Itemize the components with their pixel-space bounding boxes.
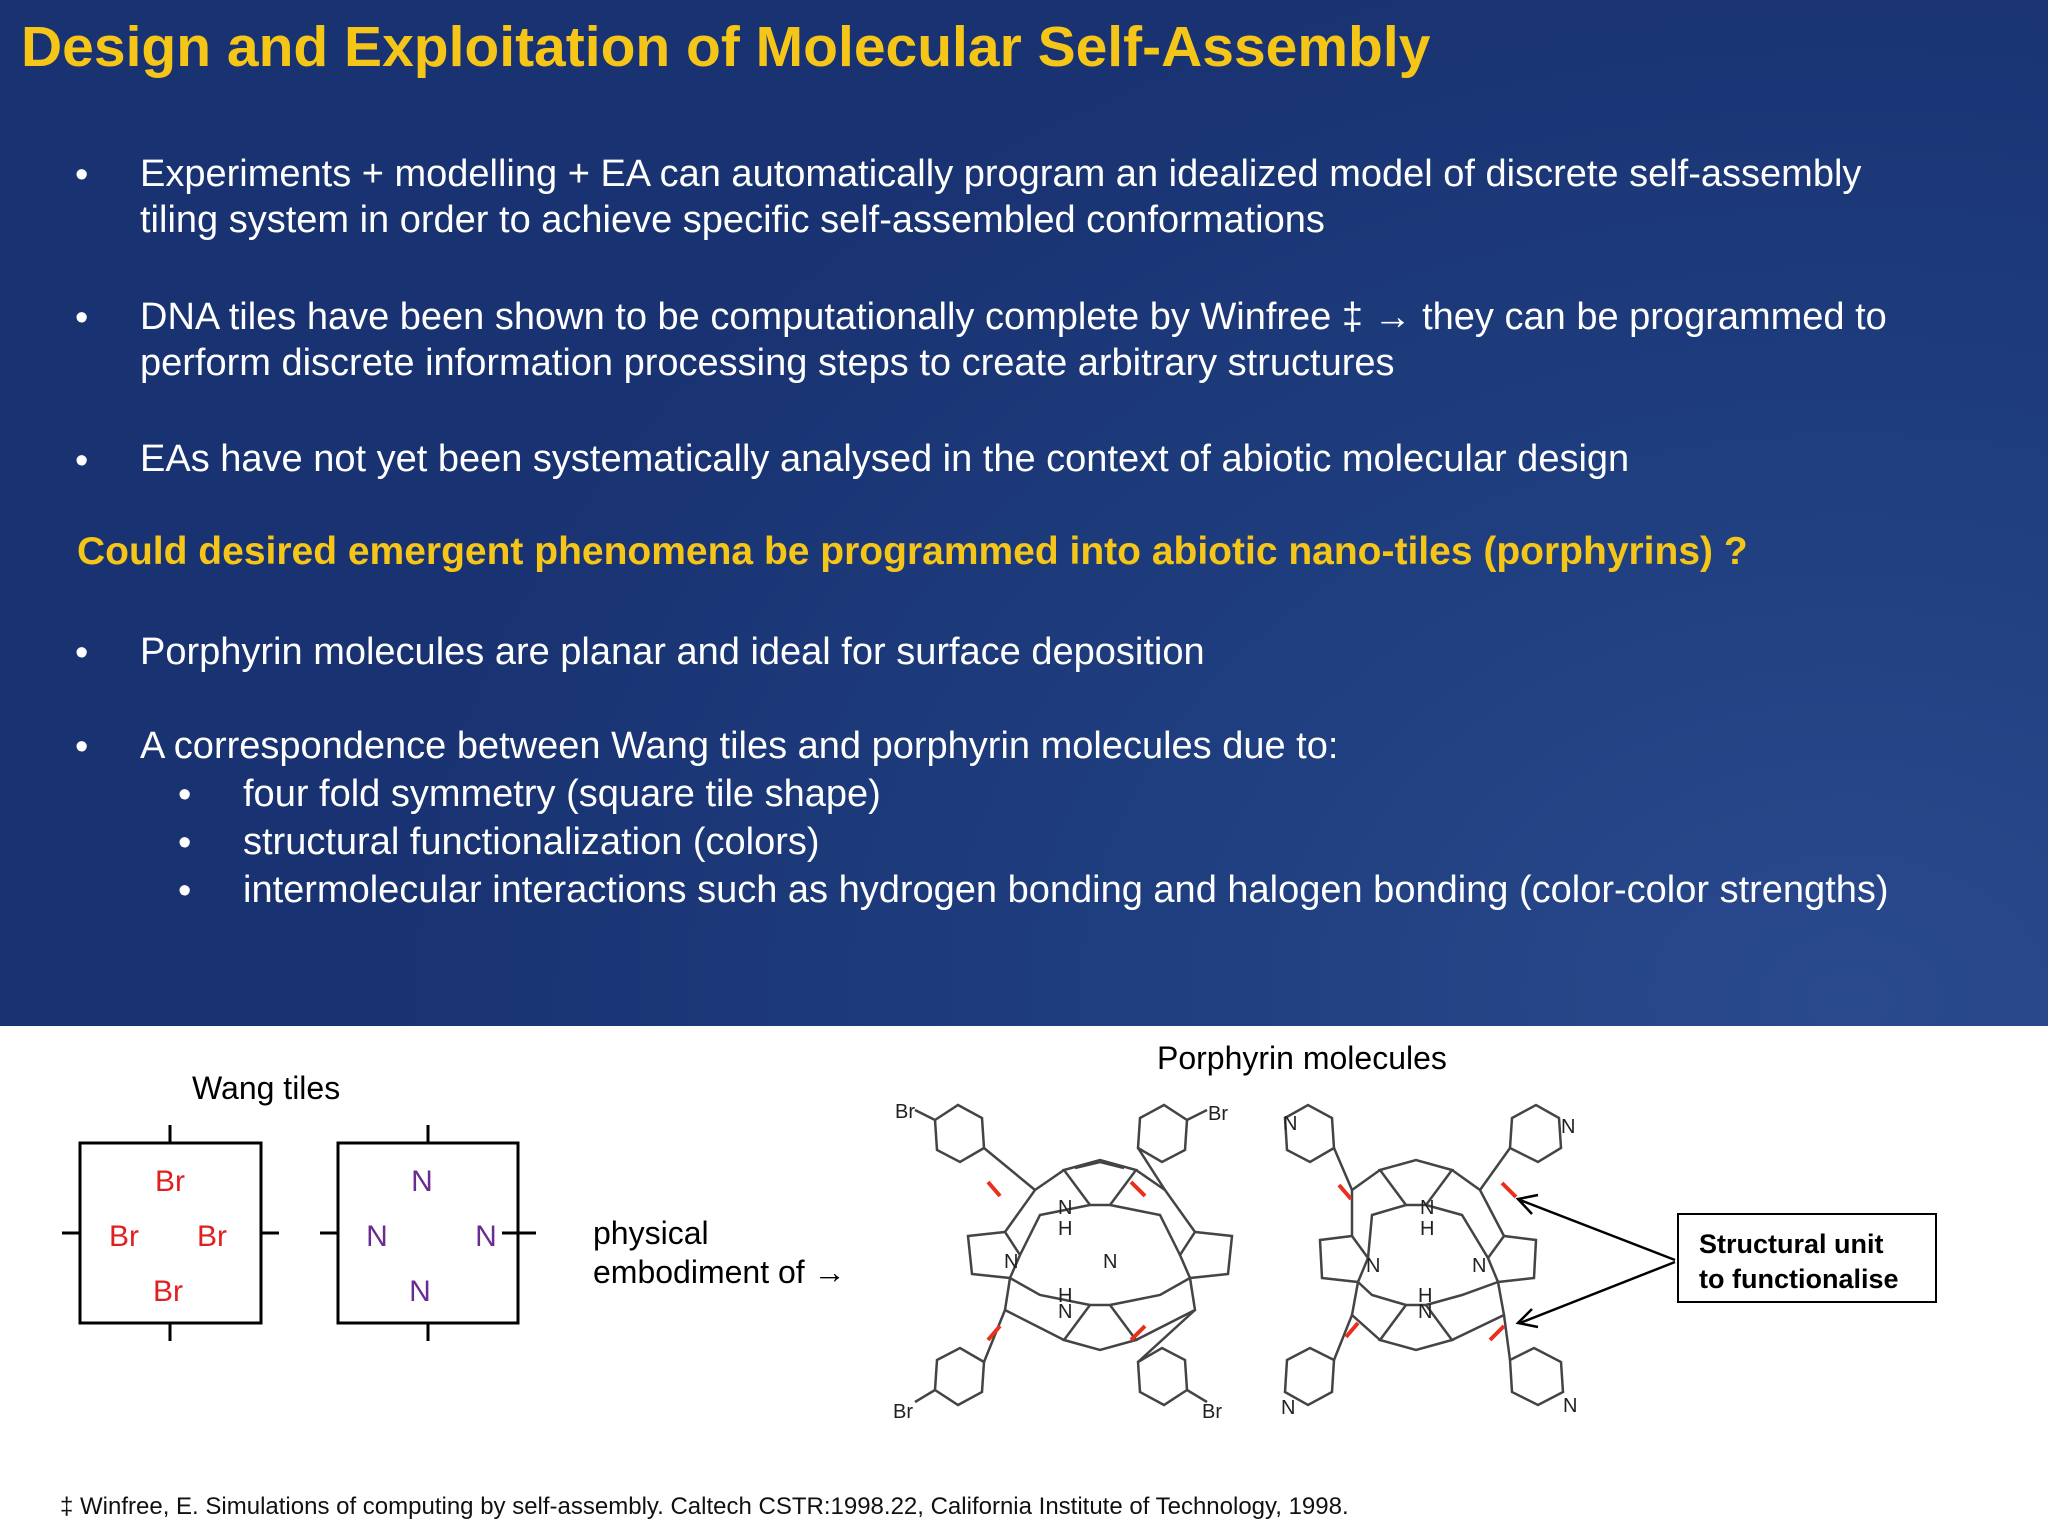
pyrrole-ring-bottom <box>1380 1305 1452 1350</box>
tile1-left-label: Br <box>109 1220 139 1253</box>
mol2-n-bottom-left: N <box>1281 1397 1296 1419</box>
sub-bullet-1-text: four fold symmetry (square tile shape) <box>243 773 881 815</box>
callout-text <box>1699 1227 1899 1297</box>
tile2-top-label: N <box>411 1165 433 1198</box>
phenyl-ring-top-right <box>1138 1105 1187 1162</box>
pyrrole-ring-top <box>1064 1160 1136 1205</box>
porphyrin-molecules-label: Porphyrin molecules <box>1157 1040 1447 1076</box>
footnote-citation: ‡ Winfree, E. Simulations of computing by self-assembly. Caltech CSTR:1998.22, California Institute of Technology, 1998. <box>60 1493 1349 1520</box>
wang-tile-nitrogen <box>320 1125 536 1341</box>
pyrrole-ring-left <box>1320 1236 1368 1282</box>
bullet-3-text: EAs have not yet been systematically analysed in the context of abiotic molecular design <box>140 438 1630 480</box>
pyridine-ring-bottom-right <box>1510 1348 1563 1405</box>
tile2-bottom-label: N <box>409 1275 431 1308</box>
pyridine-ring-top-right <box>1510 1105 1561 1162</box>
mol1-br-bottom-left: Br <box>893 1401 913 1423</box>
pyrrole-ring-top <box>1380 1160 1452 1205</box>
mol1-br-top-left: Br <box>895 1101 915 1123</box>
tile2-right-label: N <box>475 1220 497 1253</box>
wang-tile-bromine <box>62 1125 279 1341</box>
porphyrin-bromophenyl-structure <box>915 1105 1232 1405</box>
sub-bullet-marker: • <box>178 822 192 864</box>
mol2-n-right: N <box>1472 1255 1487 1277</box>
mol1-br-bottom-right: Br <box>1202 1401 1222 1423</box>
mol1-n-left: N <box>1004 1251 1019 1273</box>
embodiment-line1: physical <box>593 1215 709 1251</box>
research-question: Could desired emergent phenomena be programmed into abiotic nano-tiles (porphyrins) ? <box>77 530 1748 573</box>
mol1-nh-bottom: N <box>1058 1301 1073 1323</box>
bullet-marker: • <box>75 297 89 339</box>
callout-line2: to functionalise <box>1699 1264 1899 1294</box>
embodiment-line2: embodiment of → <box>593 1254 846 1290</box>
phenyl-ring-top-left <box>935 1105 984 1162</box>
porphyrin-bromophenyl-labels <box>893 1101 1228 1423</box>
sub-bullet-marker: • <box>178 774 192 816</box>
bullet-marker: • <box>75 154 89 196</box>
sub-bullet-3-text: intermolecular interactions such as hydrogen bonding and halogen bonding (color-color strengths) <box>243 869 1889 911</box>
mol2-n-top-left: N <box>1283 1113 1298 1135</box>
bullet-4-text: Porphyrin molecules are planar and ideal for surface deposition <box>140 631 1205 673</box>
sub-bullet-marker: • <box>178 870 192 912</box>
bullet-marker: • <box>75 726 89 768</box>
slide-title: Design and Exploitation of Molecular Self-Assembly <box>21 15 1431 79</box>
bullet-2-line2: perform discrete information processing steps to create arbitrary structures <box>140 342 1395 384</box>
mol1-h-bottom: H <box>1058 1285 1073 1307</box>
phenyl-ring-bottom-left <box>935 1348 984 1405</box>
mol2-n-top-right: N <box>1561 1116 1576 1138</box>
mol2-h-top: H <box>1420 1218 1435 1240</box>
bullet-5-text: A correspondence between Wang tiles and porphyrin molecules due to: <box>140 725 1339 767</box>
mol2-n-bottom-right: N <box>1563 1395 1578 1417</box>
pyrrole-ring-right <box>1180 1232 1232 1278</box>
tile1-bottom-label: Br <box>153 1275 183 1308</box>
mol2-h-bottom: H <box>1418 1285 1433 1307</box>
bullet-1-line2: tiling system in order to achieve specific self-assembled conformations <box>140 199 1325 241</box>
bullet-marker: • <box>75 632 89 674</box>
mol1-n-right: N <box>1103 1251 1118 1273</box>
callout-arrows <box>1518 1195 1675 1327</box>
mol2-nh-top: N <box>1420 1197 1435 1219</box>
mol2-n-left: N <box>1366 1255 1381 1277</box>
callout-line1: Structural unit <box>1699 1229 1884 1259</box>
mol1-h-top: H <box>1058 1218 1073 1240</box>
tile2-left-label: N <box>366 1220 388 1253</box>
mol1-br-top-right: Br <box>1208 1103 1228 1125</box>
mol2-nh-bottom: N <box>1418 1301 1433 1323</box>
bullet-marker: • <box>75 440 89 482</box>
bullet-2-line1: DNA tiles have been shown to be computationally complete by Winfree ‡ → they can be programmed to <box>140 296 1887 338</box>
tile1-right-label: Br <box>197 1220 227 1253</box>
pyrrole-ring-bottom <box>1064 1305 1136 1350</box>
sub-bullet-2-text: structural functionalization (colors) <box>243 821 820 863</box>
callout-box <box>1677 1213 1937 1303</box>
wang-tiles-label: Wang tiles <box>192 1070 341 1106</box>
bullet-1-line1: Experiments + modelling + EA can automatically program an idealized model of discrete self-assembly <box>140 153 1862 195</box>
porphyrin-pyridyl-structure <box>1285 1105 1563 1405</box>
tile1-top-label: Br <box>155 1165 185 1198</box>
mol1-nh-top: N <box>1058 1197 1073 1219</box>
pyrrole-ring-right <box>1488 1236 1536 1282</box>
